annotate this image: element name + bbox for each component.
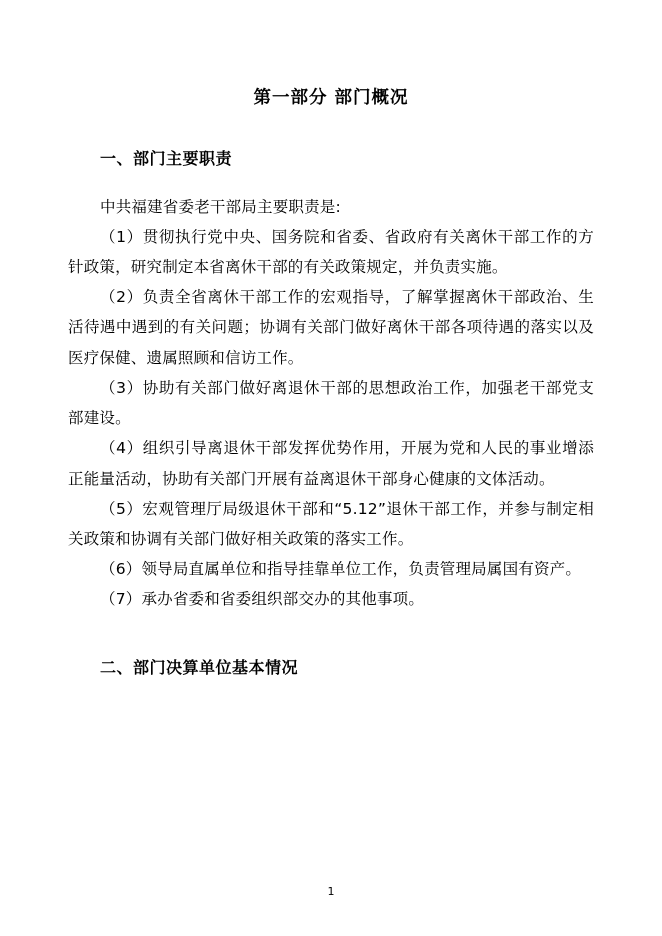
- section-heading-duties: 一、部门主要职责: [100, 149, 233, 168]
- section-heading-units: 二、部门决算单位基本情况: [100, 657, 299, 677]
- paragraph-intro: 中共福建省委老干部局主要职责是:: [100, 197, 341, 216]
- section-body-duties: [68, 192, 594, 615]
- paragraph-duty-3: （3）协助有关部门做好离退休干部的思想政治工作，加强老干部党支部建设。: [68, 378, 594, 428]
- paragraph-duty-5: （5）宏观管理厅局级退休干部和“5.12”退休干部工作，并参与制定相关政策和协调有关部门做好相关政策的落实工作。: [68, 499, 594, 548]
- paragraph-duty-4: （4）组织引导离退休干部发挥优势作用，开展为党和人民的事业增添正能量活动，协助有关部门开展有益离退休干部身心健康的文体活动。: [68, 439, 594, 488]
- page-number: 1: [327, 885, 335, 898]
- paragraph-duty-6: （6）领导局直属单位和指导挂靠单位工作，负责管理局属国有资产。: [100, 560, 582, 579]
- paragraph-duty-7: （7）承办省委和省委组织部交办的其他事项。: [100, 590, 425, 609]
- paragraph-duty-1: （1）贯彻执行党中央、国务院和省委、省政府有关离休干部工作的方针政策，研究制定本省离休干部的有关政策规定，并负责实施。: [68, 227, 594, 277]
- page-title: 第一部分 部门概况: [253, 88, 409, 108]
- paragraph-duty-2: （2）负责全省离休干部工作的宏观指导，了解掌握离休干部政治、生活待遇中遇到的有关问题；协调有关部门做好离休干部各项待遇的落实以及医疗保健、遗属照顾和信访工作。: [68, 288, 594, 367]
